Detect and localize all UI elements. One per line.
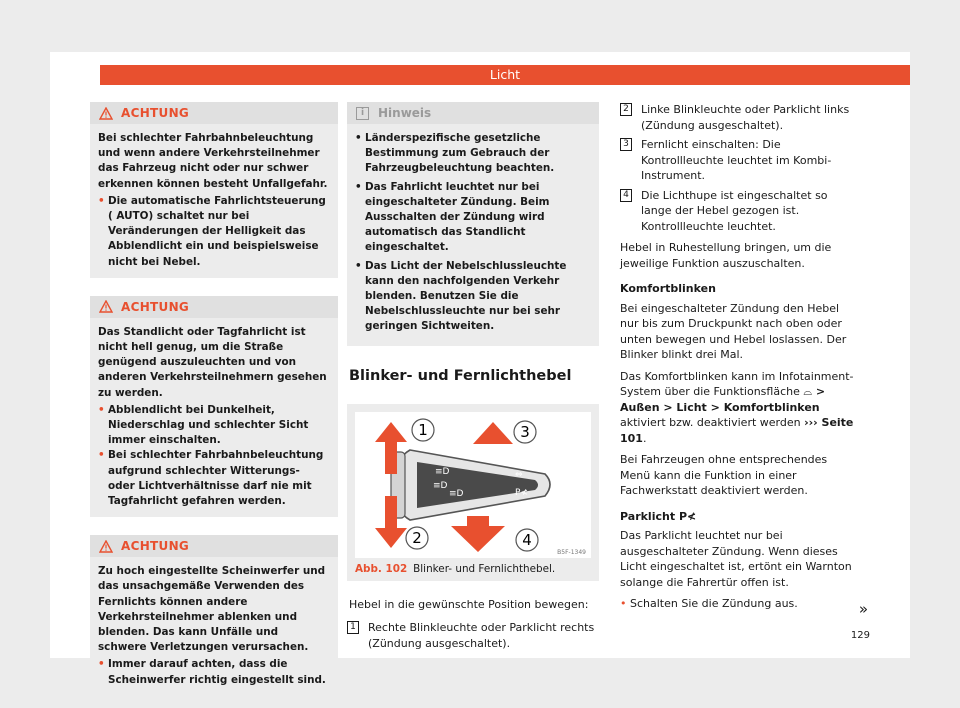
column-middle [347, 102, 599, 655]
numbered-item-3 [620, 137, 860, 184]
auto-light-icon: ≡D [433, 480, 448, 491]
high-beam-icon: ≡D [435, 466, 450, 477]
bullet-text: Das Fahrlicht leuchtet nur bei eingeschalteter Zündung. Beim Ausschalten der Zündung wird automatisch das Standlicht eingeschaltet. [365, 180, 550, 254]
figure [347, 404, 599, 581]
item-number: 4 [620, 189, 632, 202]
bullet-dot: • [98, 194, 105, 207]
bullet-text: Schalten Sie die Zündung aus. [630, 597, 798, 610]
warning-triangle-icon [99, 107, 113, 120]
warning-bullet [98, 194, 330, 270]
komfort-heading: Komfortblinken [620, 282, 716, 295]
note-bullet [355, 131, 591, 177]
warning-label: ACHTUNG [121, 299, 190, 314]
note-bullet [355, 180, 591, 256]
bullet-text: Die automatische Fahrlichtsteuerung ( AUTO) schaltet nur bei Veränderungen der Helligkeit das Abblendlicht ein und beispielsweise nicht bei Nebel. [108, 194, 326, 268]
warning-body [90, 557, 338, 696]
numbered-item-2 [620, 102, 860, 133]
callout-2: 2 [412, 528, 422, 547]
note-header [347, 102, 599, 124]
stalk [391, 450, 550, 520]
bullet-dot: • [355, 259, 362, 272]
bullet-text: Immer darauf achten, dass die Scheinwerfer richtig eingestellt sind. [108, 658, 326, 686]
komfort-text: aktiviert bzw. deaktiviert werden [620, 416, 805, 429]
page-reference-link[interactable]: ››› Seite 101 [620, 416, 854, 445]
menu-path: > Außen > Licht > Komfortblinken [620, 385, 826, 414]
warning-body [90, 318, 338, 517]
lever-diagram [355, 412, 591, 558]
callout-3: 3 [520, 422, 530, 441]
bullet-text: Länderspezifische gesetzliche Bestimmung zum Gebrauch der Fahrzeugbeleuchtung beachten. [365, 132, 555, 175]
bullet-dot: • [98, 403, 105, 416]
bullet-dot: • [620, 597, 627, 610]
warning-header [90, 535, 338, 557]
page-number: 129 [850, 630, 870, 641]
figure-code: B5F-1349 [557, 548, 586, 556]
note-box [347, 102, 599, 346]
bullet-dot: • [355, 180, 362, 193]
bullet-dot: • [355, 132, 362, 144]
figure-caption-text: Blinker- und Fernlichthebel. [413, 562, 556, 575]
figure-number: Abb. 102 [355, 562, 408, 575]
komfort-paragraph-2 [620, 369, 860, 447]
warning-text: Das Standlicht oder Tagfahrlicht ist nicht hell genug, um die Straße genügend auszuleuchten und von anderen Verkehrsteilnehmern gesehen zu werden. [98, 325, 327, 399]
warning-triangle-icon [99, 300, 113, 313]
column-left [90, 102, 338, 708]
arrow-3-forward [473, 422, 513, 444]
warning-text: Zu hoch eingestellte Scheinwerfer und das unsachgemäße Verwenden des Fernlichts können andere Verkehrsteilnehmer ablenken und blenden. Das kann Unfälle und schwere Verletzungen verursachen. [98, 565, 326, 654]
column-right [620, 102, 860, 612]
callout-4: 4 [522, 530, 532, 549]
parklicht-bullet [620, 596, 860, 612]
warning-body [90, 124, 338, 278]
warning-box-3 [90, 535, 338, 696]
reset-text: Hebel in Ruhestellung bringen, um die jeweilige Funktion auszuschalten. [620, 241, 832, 270]
komfort-paragraph-1: Bei eingeschalteter Zündung den Hebel nur bis zum Druckpunkt nach oben oder unten bewegen und Hebel loslassen. Der Blinker blinkt drei Mal. [620, 301, 847, 361]
page [50, 52, 910, 686]
item-text: Linke Blinkleuchte oder Parklicht links (Zündung ausgeschaltet). [641, 103, 850, 132]
info-icon: i [356, 107, 369, 120]
warning-header [90, 102, 338, 124]
figure-caption [355, 563, 591, 575]
warning-bullet [98, 448, 330, 509]
numbered-item-1 [347, 620, 599, 651]
arrow-4-pull [451, 516, 505, 552]
item-text: Fernlicht einschalten: Die Kontrollleuchte leuchtet im Kombi-Instrument. [641, 138, 832, 182]
item-number: 3 [620, 138, 632, 151]
item-text: Die Lichthupe ist eingeschaltet so lange der Hebel gezogen ist. Kontrollleuchte leuchtet. [641, 188, 828, 233]
item-number: 1 [347, 621, 359, 634]
lever-illustration [355, 412, 591, 558]
indicator-icon: ⇔ [515, 469, 523, 480]
warning-box-2 [90, 296, 338, 517]
parklicht-paragraph: Das Parklicht leuchtet nur bei ausgeschalteter Zündung. Wenn dieses Licht eingeschaltet ist, ertönt ein Warnton solange die Fahrertür offen ist. [620, 529, 852, 589]
numbered-item-4 [620, 188, 860, 235]
komfort-paragraph-3: Bei Fahrzeugen ohne entsprechendes Menü kann die Funktion in einer Fachwerkstatt deaktiviert werden. [620, 453, 828, 497]
continue-mark: » [858, 600, 868, 618]
parking-light-icon: P≮ [515, 487, 528, 498]
item-text: Rechte Blinkleuchte oder Parklicht rechts (Zündung ausgeschaltet). [368, 621, 595, 650]
car-icon: ⌓ [803, 385, 813, 398]
warning-header [90, 296, 338, 318]
note-label: Hinweis [378, 106, 432, 120]
callout-1: 1 [418, 420, 428, 439]
parklicht-heading-text: Parklicht [620, 509, 676, 523]
komfort-text: Das Komfortblinken kann im Infotainment-System über die Funktionsfläche [620, 369, 854, 398]
warning-bullet [98, 657, 330, 687]
warning-label: ACHTUNG [121, 539, 190, 554]
bullet-text: Abblendlicht bei Dunkelheit, Niederschlag und schlechter Sicht immer einschalten. [108, 403, 309, 447]
note-body [347, 124, 599, 346]
bullet-dot: • [98, 449, 105, 462]
note-bullet [355, 259, 591, 335]
komfort-text: . [642, 431, 647, 445]
warning-label: ACHTUNG [121, 106, 190, 120]
warning-text: Bei schlechter Fahrbahnbeleuchtung und wenn andere Verkehrsteilnehmer das Fahrzeug nicht oder nur schwer erkennen können besteht Unfallgefahr. [98, 132, 328, 190]
parking-light-icon: P≮ [678, 509, 697, 523]
bullet-text: Das Licht der Nebelschlussleuchte kann den nachfolgenden Verkehr blenden. Benutzen Sie die Nebelschlussleuchte nur bei sehr geringen Sichtweiten. [365, 259, 567, 333]
fog-light-icon: ≡D [449, 488, 464, 499]
warning-bullet [98, 403, 330, 449]
parklicht-heading [620, 509, 860, 525]
intro-text: Hebel in die gewünschte Position bewegen: [349, 597, 589, 611]
bullet-text: Bei schlechter Fahrbahnbeleuchtung aufgrund schlechter Witterungs- oder Lichtverhältnisse darf nie mit Tagfahrlicht gefahren werden. [108, 449, 324, 508]
warning-box-1 [90, 102, 338, 278]
warning-triangle-icon [99, 540, 113, 553]
bullet-dot: • [98, 658, 105, 671]
section-title: Blinker- und Fernlichthebel [349, 367, 572, 384]
chapter-header: Licht [100, 65, 910, 85]
item-number: 2 [620, 103, 632, 116]
